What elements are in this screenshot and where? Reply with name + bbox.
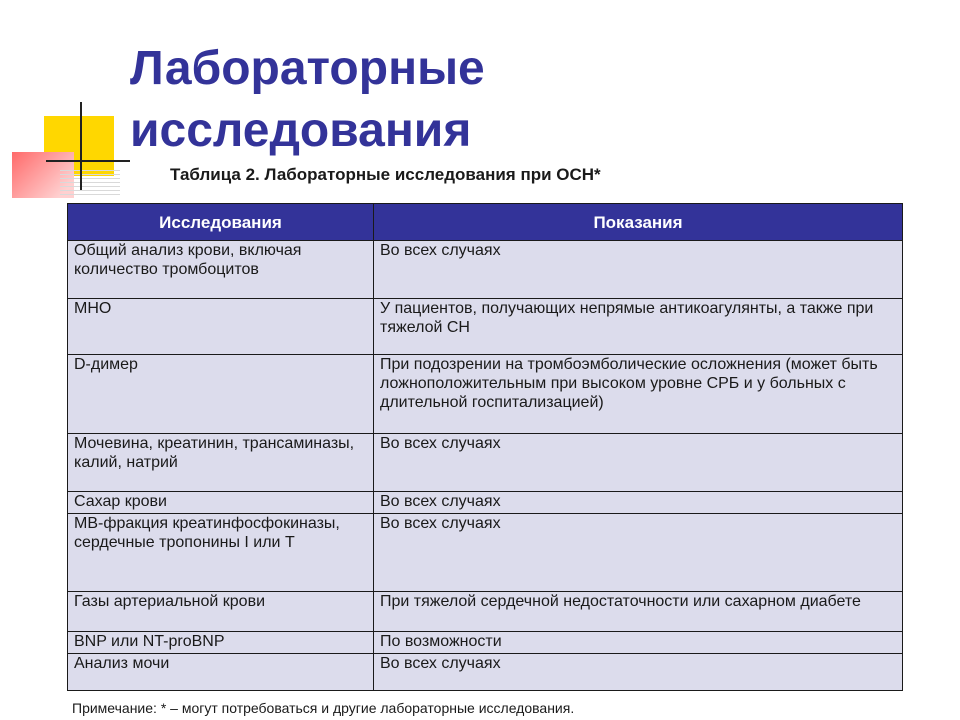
table-row bbox=[68, 632, 903, 654]
table-header-row bbox=[68, 204, 903, 241]
indication-cell: Во всех случаях bbox=[374, 241, 903, 299]
test-name-cell: МНО bbox=[68, 299, 374, 355]
header-tests: Исследования bbox=[68, 204, 374, 241]
table-footnote: Примечание: * – могут потребоваться и другие лабораторные исследования. bbox=[72, 700, 575, 716]
test-name-cell: Газы артериальной крови bbox=[68, 592, 374, 632]
indication-cell: Во всех случаях bbox=[374, 514, 903, 592]
slide-title bbox=[130, 38, 485, 162]
test-name-cell: МВ-фракция креатинфосфокиназы, сердечные тропонины I или Т bbox=[68, 514, 374, 592]
test-name-cell: Анализ мочи bbox=[68, 654, 374, 691]
table-caption: Таблица 2. Лабораторные исследования при ОСН* bbox=[170, 165, 601, 184]
table-row bbox=[68, 514, 903, 592]
indication-cell: Во всех случаях bbox=[374, 654, 903, 691]
indication-cell: Во всех случаях bbox=[374, 434, 903, 492]
test-name-cell: Мочевина, креатинин, трансаминазы, калий, натрий bbox=[68, 434, 374, 492]
slide-title-line-1: Лабораторные bbox=[130, 42, 485, 95]
test-name-cell: Общий анализ крови, включая количество тромбоцитов bbox=[68, 241, 374, 299]
indication-cell: При подозрении на тромбоэмболические осложнения (может быть ложноположительным при высоком уровне СРБ и у больных с длительной госпитализацией) bbox=[374, 355, 903, 434]
decor-vertical-line bbox=[80, 102, 82, 190]
test-name-cell: BNP или NT-proBNP bbox=[68, 632, 374, 654]
header-indications: Показания bbox=[374, 204, 903, 241]
indication-cell: У пациентов, получающих непрямые антикоагулянты, а также при тяжелой СН bbox=[374, 299, 903, 355]
table-row bbox=[68, 241, 903, 299]
lab-tests-table bbox=[67, 203, 903, 691]
decor-gray-lines bbox=[60, 170, 120, 198]
decor-horizontal-line bbox=[46, 160, 130, 162]
table-row bbox=[68, 434, 903, 492]
table-row bbox=[68, 654, 903, 691]
table-row bbox=[68, 299, 903, 355]
table-row bbox=[68, 592, 903, 632]
table-row bbox=[68, 492, 903, 514]
indication-cell: Во всех случаях bbox=[374, 492, 903, 514]
table-row bbox=[68, 355, 903, 434]
indication-cell: При тяжелой сердечной недостаточности или сахарном диабете bbox=[374, 592, 903, 632]
slide-title-line-2: исследования bbox=[130, 104, 472, 157]
test-name-cell: Сахар крови bbox=[68, 492, 374, 514]
indication-cell: По возможности bbox=[374, 632, 903, 654]
test-name-cell: D-димер bbox=[68, 355, 374, 434]
